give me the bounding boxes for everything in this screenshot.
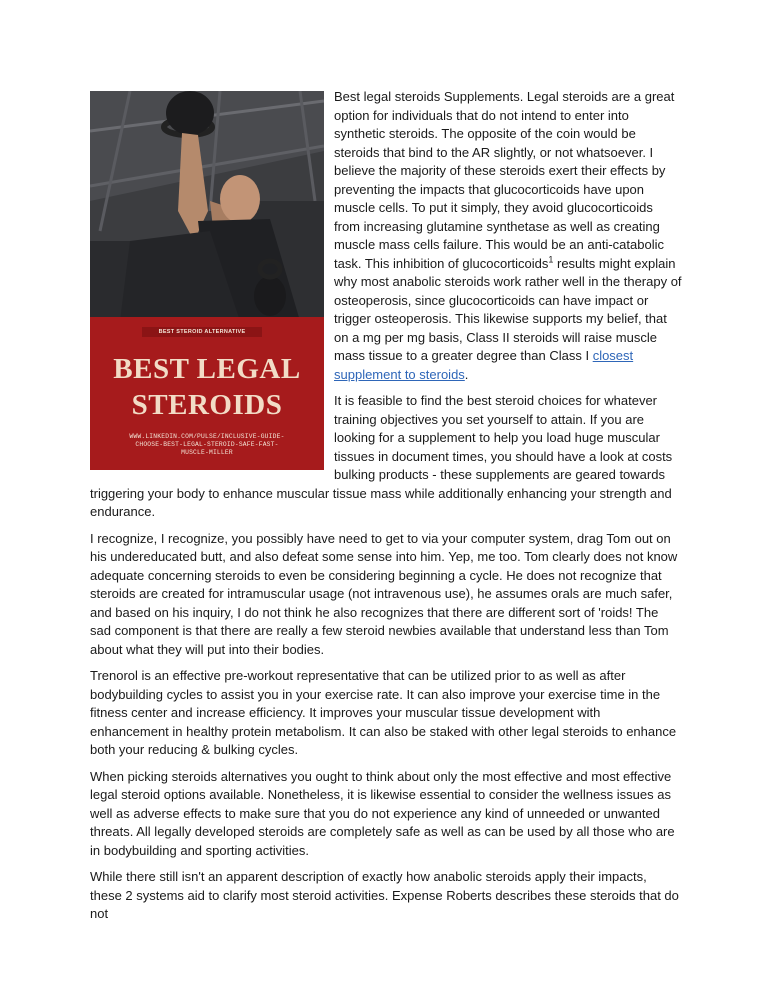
cover-badge: BEST STEROID ALTERNATIVE	[158, 329, 246, 335]
cover-image	[90, 91, 324, 470]
article-body	[90, 88, 682, 932]
cover-title-line2: STEROIDS	[131, 389, 283, 421]
cover-url	[100, 433, 314, 457]
paragraph-4: Trenorol is an effective pre-workout representative that can be utilized prior to as well as after bodybuilding cycles to assist you in your exercise rate. It can also improve your exercise time in the fitness center and increase efficiency. It improves your muscular tissue development with enhancement in healthy protein metabolism. It can also be staked with other legal steroids to enhance both your reducing & bulking cycles.	[90, 668, 677, 757]
paragraph-1-end: .	[464, 366, 469, 382]
paragraph-3: I recognize, I recognize, you possibly have need to get to via your computer system, drag Tom out on his undereducated butt, and also defeat some sense into him. Yep, me too. Tom clearly does not know adequate concerning steroids to even be considering beginning a cycle. He does not recognize that steroids are created for intramuscular usage (not intravenous use), he assumes orals are much safer, and based on his inquiry, I do not think he also recognizes that there are different sort of 'roids! The sad component is that there are really a few steroid newbies available that understand less than Tom about what they will put into their bodies.	[90, 530, 678, 657]
paragraph-5: When picking steroids alternatives you ought to think about only the most effective and most effective legal steroid options available. Nonetheless, it is likewise essential to consider the wellness issues as well as adverse effects to make sure that you do not experience any kind of unneeded or unwanted threats. All legally developed steroids are completely safe as well as can be used by all those who are in bodybuilding and sporting activities.	[90, 768, 675, 858]
paragraph-2: It is feasible to find the best steroid choices for whatever training objectives you set yourself to attain. If you are looking for a supplement to help you load huge muscular tissues in document times, you should have a look at costs bulking products - these supplements are geared towards triggering your body to enhance muscular tissue mass while additionally enhancing your strength and endurance.	[90, 393, 673, 519]
cover-url-line3: MUSCLE-MILLER	[181, 449, 233, 456]
footnote-marker: 1	[548, 254, 554, 265]
paragraph-1-text: Best legal steroids Supplements. Legal steroids are a great option for individuals that do not intend to enter into synthetic steroids. The opposite of the coin would be steroids that bind to the AR slightly, or not whatsoever. I believe the majority of these steroids exert their effects by preventing the impacts that glucocorticoids have upon muscle cells. To put it simply, they avoid glucocorticoids from increasing glutamine synthetase as well as creating muscle mass cells failure. This would be an anti-catabolic task. This inhibition of glucocorticoids	[334, 89, 675, 271]
cover-url-line1: WWW.LINKEDIN.COM/PULSE/INCLUSIVE-GUIDE-	[129, 433, 285, 440]
closest-supplement-link[interactable]: closest supplement to steroids	[334, 348, 634, 382]
paragraph-6: While there still isn't an apparent description of exactly how anabolic steroids apply their impacts, these 2 systems aid to clarify most steroid activities. Expense Roberts describes these steroids that do not	[90, 869, 679, 921]
cover-title-line1: BEST LEGAL	[113, 353, 301, 385]
cover-url-line2: CHOOSE-BEST-LEGAL-STEROID-SAFE-FAST-	[135, 441, 279, 448]
paragraph-1-text-cont: results might explain why most anabolic steroids work rather well in the therapy of osteoperosis, since glucocorticoids can have impact or trigger osteoperosis. This likewise supports my belief, that on a mg per mg basis, Class II steroids will raise muscle mass tissue to a greater degree than Class I	[334, 255, 682, 363]
